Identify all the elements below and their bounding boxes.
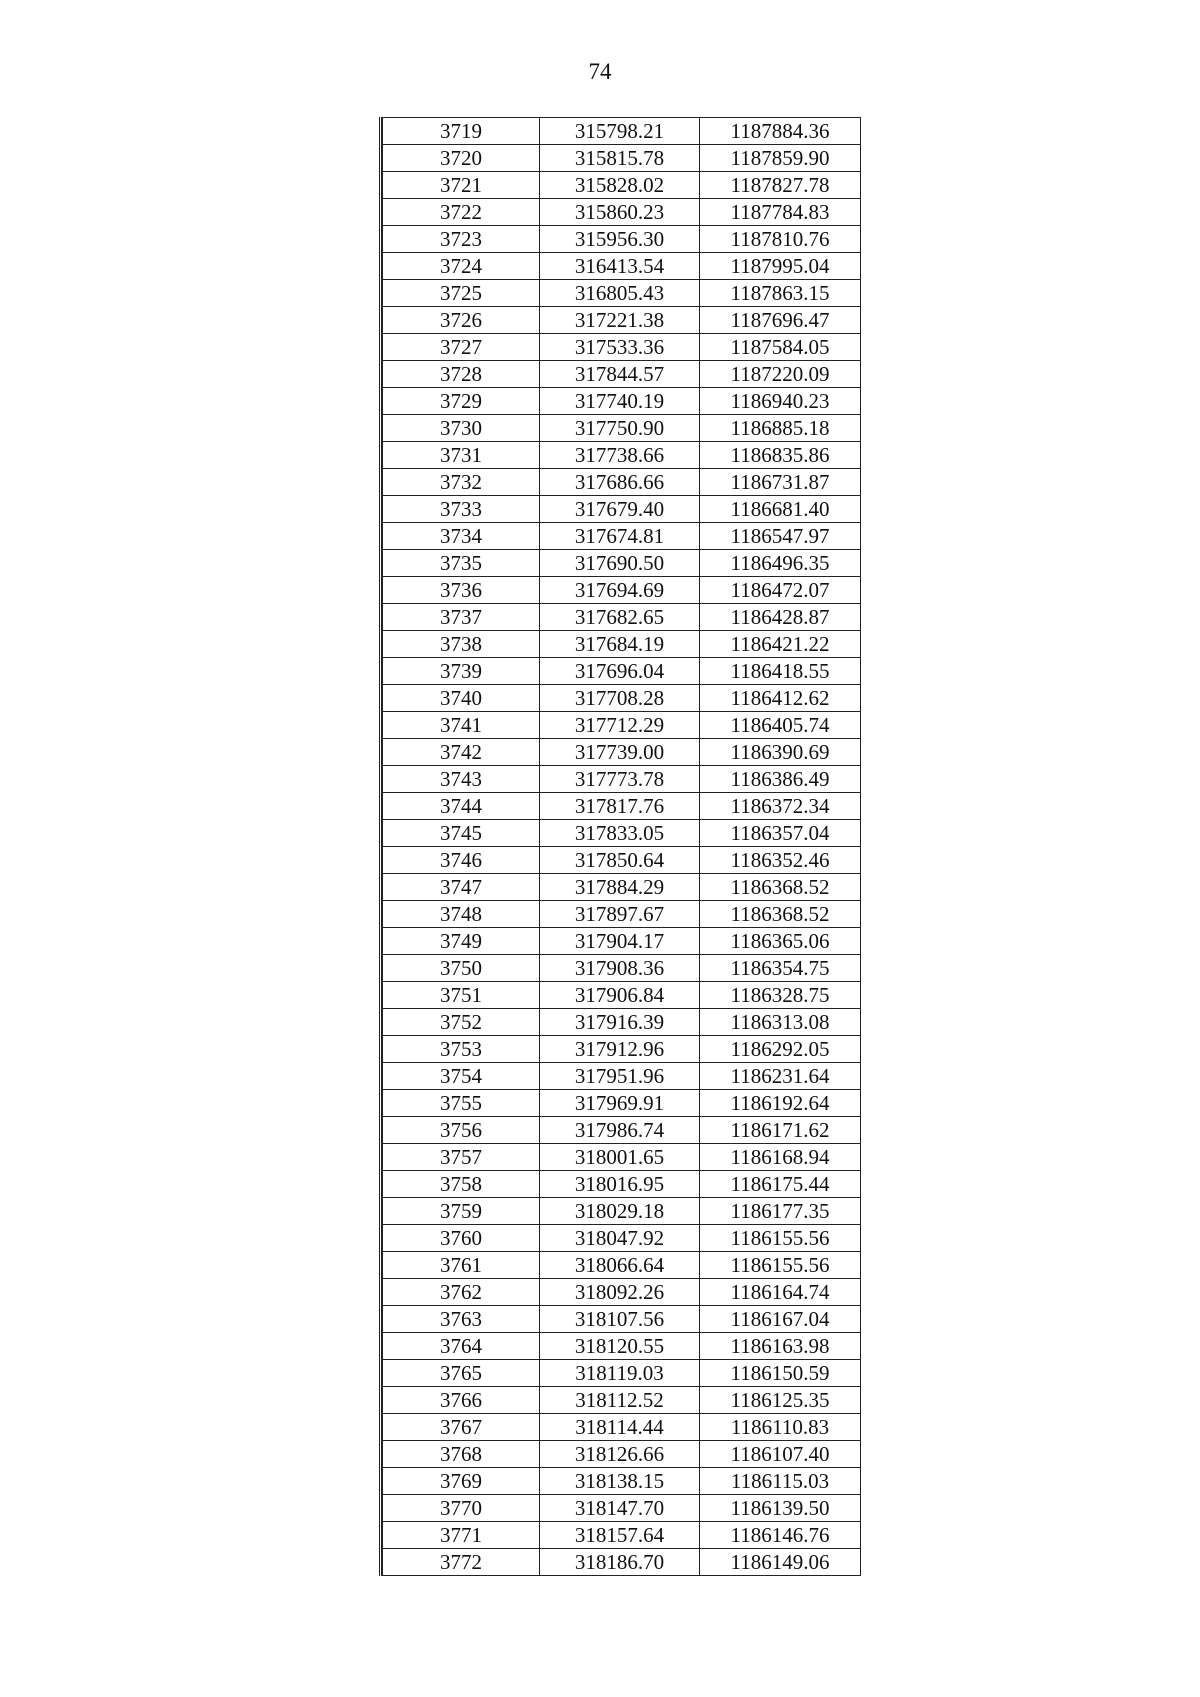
table-row	[383, 145, 861, 172]
x-coordinate-cell: 318120.55	[540, 1333, 700, 1360]
x-coordinate-cell: 318016.95	[540, 1171, 700, 1198]
table-row	[383, 1279, 861, 1306]
x-coordinate-cell: 317712.29	[540, 712, 700, 739]
point-number-cell: 3747	[383, 874, 540, 901]
x-coordinate-cell: 317690.50	[540, 550, 700, 577]
x-coordinate-cell: 317817.76	[540, 793, 700, 820]
point-number-cell: 3744	[383, 793, 540, 820]
x-coordinate-cell: 317969.91	[540, 1090, 700, 1117]
table-row	[383, 874, 861, 901]
table-row	[383, 226, 861, 253]
point-number-cell: 3765	[383, 1360, 540, 1387]
table-row	[383, 1441, 861, 1468]
coordinates-table-wrapper	[379, 117, 861, 1576]
table-row	[383, 1468, 861, 1495]
y-coordinate-cell: 1186139.50	[700, 1495, 861, 1522]
table-row	[383, 253, 861, 280]
point-number-cell: 3730	[383, 415, 540, 442]
table-row	[383, 1090, 861, 1117]
x-coordinate-cell: 317674.81	[540, 523, 700, 550]
x-coordinate-cell: 317906.84	[540, 982, 700, 1009]
y-coordinate-cell: 1187584.05	[700, 334, 861, 361]
x-coordinate-cell: 317912.96	[540, 1036, 700, 1063]
point-number-cell: 3742	[383, 739, 540, 766]
point-number-cell: 3753	[383, 1036, 540, 1063]
x-coordinate-cell: 317850.64	[540, 847, 700, 874]
y-coordinate-cell: 1186386.49	[700, 766, 861, 793]
point-number-cell: 3726	[383, 307, 540, 334]
point-number-cell: 3754	[383, 1063, 540, 1090]
table-row	[383, 199, 861, 226]
y-coordinate-cell: 1186177.35	[700, 1198, 861, 1225]
point-number-cell: 3734	[383, 523, 540, 550]
table-row	[383, 901, 861, 928]
x-coordinate-cell: 318157.64	[540, 1522, 700, 1549]
table-row	[383, 766, 861, 793]
y-coordinate-cell: 1186292.05	[700, 1036, 861, 1063]
table-row	[383, 1387, 861, 1414]
x-coordinate-cell: 318126.66	[540, 1441, 700, 1468]
y-coordinate-cell: 1186885.18	[700, 415, 861, 442]
x-coordinate-cell: 318119.03	[540, 1360, 700, 1387]
table-row	[383, 739, 861, 766]
table-row	[383, 928, 861, 955]
table-row	[383, 955, 861, 982]
point-number-cell: 3727	[383, 334, 540, 361]
y-coordinate-cell: 1186368.52	[700, 874, 861, 901]
table-row	[383, 361, 861, 388]
x-coordinate-cell: 317833.05	[540, 820, 700, 847]
x-coordinate-cell: 317844.57	[540, 361, 700, 388]
table-row	[383, 1036, 861, 1063]
point-number-cell: 3722	[383, 199, 540, 226]
x-coordinate-cell: 315798.21	[540, 118, 700, 145]
point-number-cell: 3761	[383, 1252, 540, 1279]
y-coordinate-cell: 1187884.36	[700, 118, 861, 145]
x-coordinate-cell: 317750.90	[540, 415, 700, 442]
x-coordinate-cell: 317684.19	[540, 631, 700, 658]
point-number-cell: 3758	[383, 1171, 540, 1198]
x-coordinate-cell: 318029.18	[540, 1198, 700, 1225]
y-coordinate-cell: 1186164.74	[700, 1279, 861, 1306]
point-number-cell: 3736	[383, 577, 540, 604]
x-coordinate-cell: 315828.02	[540, 172, 700, 199]
table-row	[383, 820, 861, 847]
table-row	[383, 793, 861, 820]
point-number-cell: 3749	[383, 928, 540, 955]
x-coordinate-cell: 317533.36	[540, 334, 700, 361]
table-row	[383, 1414, 861, 1441]
table-row	[383, 982, 861, 1009]
x-coordinate-cell: 317686.66	[540, 469, 700, 496]
point-number-cell: 3771	[383, 1522, 540, 1549]
x-coordinate-cell: 316805.43	[540, 280, 700, 307]
y-coordinate-cell: 1186472.07	[700, 577, 861, 604]
coordinates-table	[382, 117, 861, 1576]
x-coordinate-cell: 317904.17	[540, 928, 700, 955]
x-coordinate-cell: 317916.39	[540, 1009, 700, 1036]
table-row	[383, 1549, 861, 1576]
table-row	[383, 496, 861, 523]
x-coordinate-cell: 317897.67	[540, 901, 700, 928]
x-coordinate-cell: 317679.40	[540, 496, 700, 523]
point-number-cell: 3721	[383, 172, 540, 199]
point-number-cell: 3763	[383, 1306, 540, 1333]
y-coordinate-cell: 1186150.59	[700, 1360, 861, 1387]
x-coordinate-cell: 317908.36	[540, 955, 700, 982]
point-number-cell: 3764	[383, 1333, 540, 1360]
point-number-cell: 3735	[383, 550, 540, 577]
y-coordinate-cell: 1187827.78	[700, 172, 861, 199]
table-row	[383, 658, 861, 685]
x-coordinate-cell: 317738.66	[540, 442, 700, 469]
table-row	[383, 1333, 861, 1360]
y-coordinate-cell: 1187863.15	[700, 280, 861, 307]
y-coordinate-cell: 1186940.23	[700, 388, 861, 415]
x-coordinate-cell: 318066.64	[540, 1252, 700, 1279]
point-number-cell: 3746	[383, 847, 540, 874]
y-coordinate-cell: 1186354.75	[700, 955, 861, 982]
point-number-cell: 3733	[383, 496, 540, 523]
point-number-cell: 3731	[383, 442, 540, 469]
y-coordinate-cell: 1186231.64	[700, 1063, 861, 1090]
x-coordinate-cell: 317694.69	[540, 577, 700, 604]
table-row	[383, 712, 861, 739]
y-coordinate-cell: 1186368.52	[700, 901, 861, 928]
y-coordinate-cell: 1186365.06	[700, 928, 861, 955]
table-row	[383, 631, 861, 658]
point-number-cell: 3737	[383, 604, 540, 631]
point-number-cell: 3732	[383, 469, 540, 496]
table-row	[383, 1009, 861, 1036]
y-coordinate-cell: 1187995.04	[700, 253, 861, 280]
y-coordinate-cell: 1186418.55	[700, 658, 861, 685]
y-coordinate-cell: 1186171.62	[700, 1117, 861, 1144]
table-row	[383, 1252, 861, 1279]
point-number-cell: 3772	[383, 1549, 540, 1576]
x-coordinate-cell: 318112.52	[540, 1387, 700, 1414]
point-number-cell: 3768	[383, 1441, 540, 1468]
y-coordinate-cell: 1186681.40	[700, 496, 861, 523]
y-coordinate-cell: 1186110.83	[700, 1414, 861, 1441]
x-coordinate-cell: 318114.44	[540, 1414, 700, 1441]
x-coordinate-cell: 317708.28	[540, 685, 700, 712]
point-number-cell: 3760	[383, 1225, 540, 1252]
x-coordinate-cell: 315815.78	[540, 145, 700, 172]
x-coordinate-cell: 318107.56	[540, 1306, 700, 1333]
table-row	[383, 1198, 861, 1225]
point-number-cell: 3770	[383, 1495, 540, 1522]
table-row	[383, 1495, 861, 1522]
table-row	[383, 172, 861, 199]
y-coordinate-cell: 1186390.69	[700, 739, 861, 766]
table-row	[383, 604, 861, 631]
x-coordinate-cell: 318092.26	[540, 1279, 700, 1306]
table-row	[383, 523, 861, 550]
point-number-cell: 3767	[383, 1414, 540, 1441]
table-row	[383, 1117, 861, 1144]
y-coordinate-cell: 1186125.35	[700, 1387, 861, 1414]
point-number-cell: 3719	[383, 118, 540, 145]
x-coordinate-cell: 315956.30	[540, 226, 700, 253]
y-coordinate-cell: 1186412.62	[700, 685, 861, 712]
x-coordinate-cell: 317739.00	[540, 739, 700, 766]
y-coordinate-cell: 1186328.75	[700, 982, 861, 1009]
point-number-cell: 3755	[383, 1090, 540, 1117]
table-row	[383, 685, 861, 712]
y-coordinate-cell: 1186146.76	[700, 1522, 861, 1549]
y-coordinate-cell: 1186313.08	[700, 1009, 861, 1036]
table-row	[383, 1225, 861, 1252]
point-number-cell: 3762	[383, 1279, 540, 1306]
x-coordinate-cell: 317986.74	[540, 1117, 700, 1144]
x-coordinate-cell: 316413.54	[540, 253, 700, 280]
table-row	[383, 334, 861, 361]
table-row	[383, 1306, 861, 1333]
x-coordinate-cell: 317740.19	[540, 388, 700, 415]
x-coordinate-cell: 315860.23	[540, 199, 700, 226]
y-coordinate-cell: 1186835.86	[700, 442, 861, 469]
point-number-cell: 3769	[383, 1468, 540, 1495]
y-coordinate-cell: 1186155.56	[700, 1252, 861, 1279]
point-number-cell: 3752	[383, 1009, 540, 1036]
y-coordinate-cell: 1186107.40	[700, 1441, 861, 1468]
point-number-cell: 3751	[383, 982, 540, 1009]
x-coordinate-cell: 317773.78	[540, 766, 700, 793]
table-row	[383, 550, 861, 577]
x-coordinate-cell: 318001.65	[540, 1144, 700, 1171]
table-row	[383, 577, 861, 604]
y-coordinate-cell: 1186731.87	[700, 469, 861, 496]
y-coordinate-cell: 1186167.04	[700, 1306, 861, 1333]
y-coordinate-cell: 1186357.04	[700, 820, 861, 847]
x-coordinate-cell: 317696.04	[540, 658, 700, 685]
point-number-cell: 3724	[383, 253, 540, 280]
table-row	[383, 1522, 861, 1549]
x-coordinate-cell: 318186.70	[540, 1549, 700, 1576]
point-number-cell: 3757	[383, 1144, 540, 1171]
table-row	[383, 1063, 861, 1090]
table-row	[383, 307, 861, 334]
y-coordinate-cell: 1186175.44	[700, 1171, 861, 1198]
y-coordinate-cell: 1186496.35	[700, 550, 861, 577]
page-number: 74	[588, 59, 612, 84]
y-coordinate-cell: 1186192.64	[700, 1090, 861, 1117]
x-coordinate-cell: 317951.96	[540, 1063, 700, 1090]
y-coordinate-cell: 1186115.03	[700, 1468, 861, 1495]
point-number-cell: 3728	[383, 361, 540, 388]
y-coordinate-cell: 1186163.98	[700, 1333, 861, 1360]
coordinates-table-body	[383, 118, 861, 1576]
y-coordinate-cell: 1186352.46	[700, 847, 861, 874]
point-number-cell: 3759	[383, 1198, 540, 1225]
point-number-cell: 3756	[383, 1117, 540, 1144]
point-number-cell: 3720	[383, 145, 540, 172]
y-coordinate-cell: 1187784.83	[700, 199, 861, 226]
table-row	[383, 415, 861, 442]
x-coordinate-cell: 317884.29	[540, 874, 700, 901]
y-coordinate-cell: 1186428.87	[700, 604, 861, 631]
point-number-cell: 3725	[383, 280, 540, 307]
x-coordinate-cell: 318138.15	[540, 1468, 700, 1495]
point-number-cell: 3740	[383, 685, 540, 712]
table-row	[383, 1171, 861, 1198]
point-number-cell: 3745	[383, 820, 540, 847]
table-row	[383, 118, 861, 145]
y-coordinate-cell: 1186149.06	[700, 1549, 861, 1576]
point-number-cell: 3750	[383, 955, 540, 982]
y-coordinate-cell: 1187859.90	[700, 145, 861, 172]
x-coordinate-cell: 318147.70	[540, 1495, 700, 1522]
table-row	[383, 469, 861, 496]
x-coordinate-cell: 318047.92	[540, 1225, 700, 1252]
x-coordinate-cell: 317682.65	[540, 604, 700, 631]
y-coordinate-cell: 1186155.56	[700, 1225, 861, 1252]
y-coordinate-cell: 1186421.22	[700, 631, 861, 658]
table-row	[383, 1144, 861, 1171]
y-coordinate-cell: 1186547.97	[700, 523, 861, 550]
table-row	[383, 442, 861, 469]
point-number-cell: 3723	[383, 226, 540, 253]
y-coordinate-cell: 1187810.76	[700, 226, 861, 253]
point-number-cell: 3741	[383, 712, 540, 739]
point-number-cell: 3743	[383, 766, 540, 793]
y-coordinate-cell: 1186168.94	[700, 1144, 861, 1171]
y-coordinate-cell: 1186405.74	[700, 712, 861, 739]
point-number-cell: 3739	[383, 658, 540, 685]
point-number-cell: 3766	[383, 1387, 540, 1414]
point-number-cell: 3729	[383, 388, 540, 415]
y-coordinate-cell: 1187220.09	[700, 361, 861, 388]
y-coordinate-cell: 1187696.47	[700, 307, 861, 334]
table-row	[383, 847, 861, 874]
point-number-cell: 3748	[383, 901, 540, 928]
point-number-cell: 3738	[383, 631, 540, 658]
y-coordinate-cell: 1186372.34	[700, 793, 861, 820]
table-row	[383, 1360, 861, 1387]
table-row	[383, 388, 861, 415]
x-coordinate-cell: 317221.38	[540, 307, 700, 334]
table-row	[383, 280, 861, 307]
